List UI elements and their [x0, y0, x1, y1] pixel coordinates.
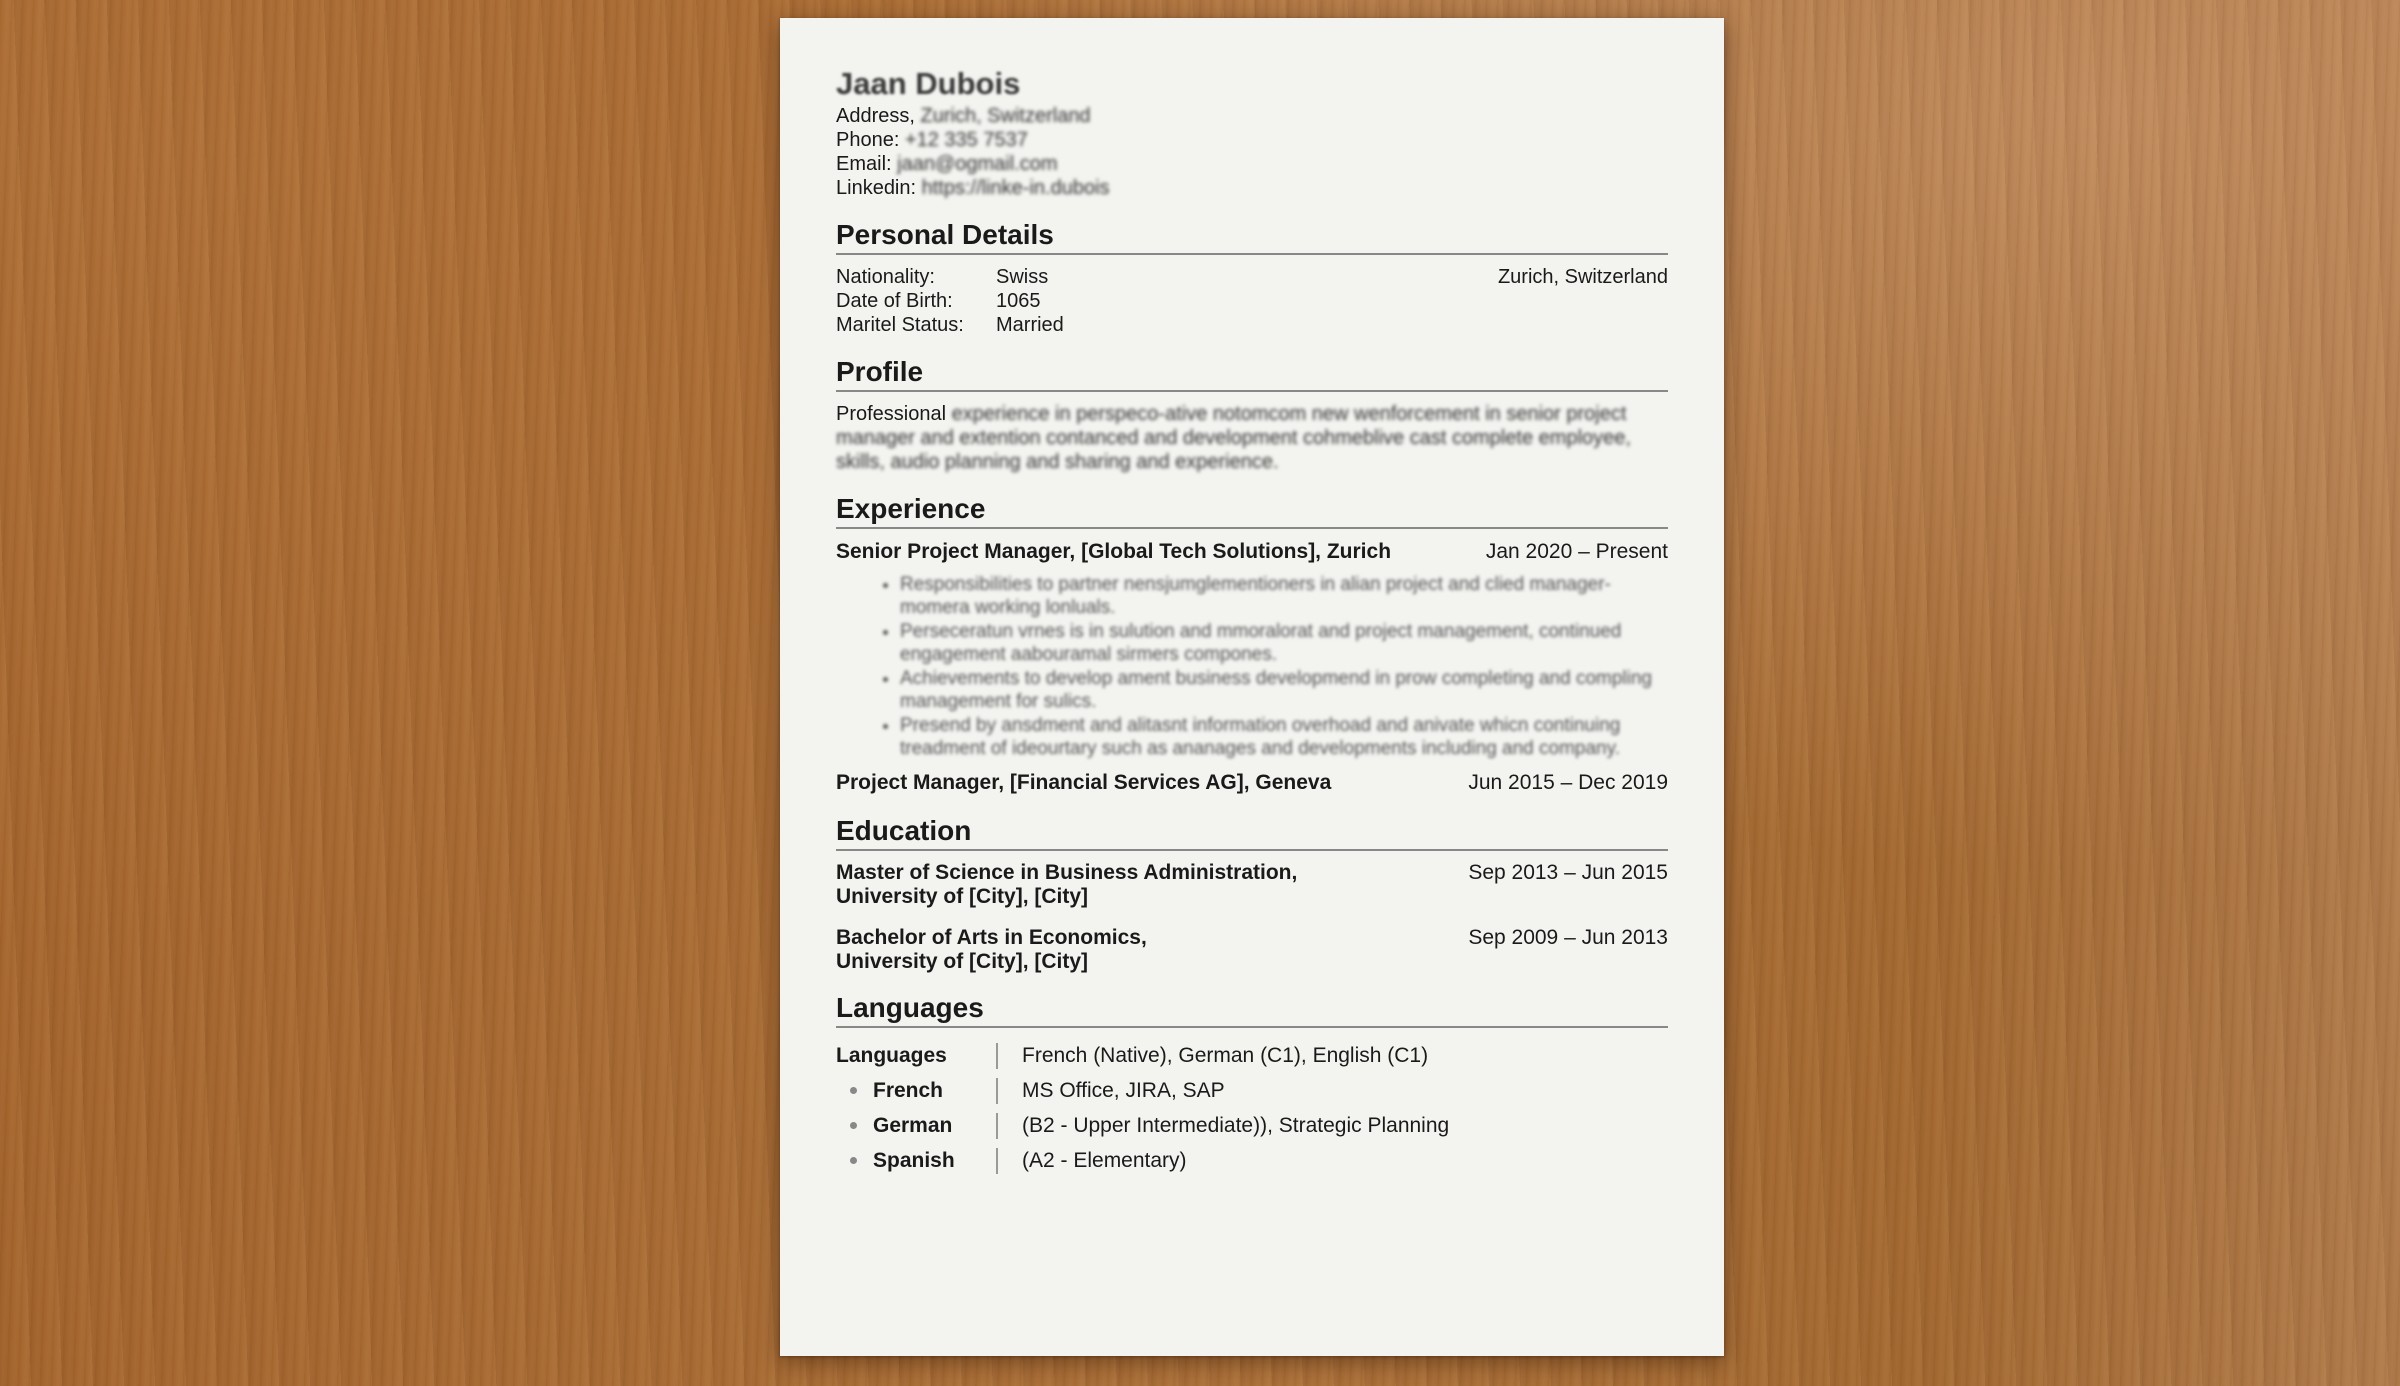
education-dates: Sep 2013 – Jun 2015 [1468, 861, 1668, 884]
language-row [836, 1143, 1668, 1178]
language-value: (A2 - Elementary) [1022, 1149, 1187, 1172]
language-row [836, 1073, 1668, 1108]
job-title: Project Manager, [Financial Services AG], Geneva [836, 771, 1332, 794]
phone-line [836, 128, 1668, 152]
address-value: Zurich, Switzerland [920, 105, 1091, 127]
address-line [836, 104, 1668, 128]
language-key [836, 1073, 996, 1108]
personal-value: 1065 [996, 290, 1041, 312]
language-row [836, 1038, 1668, 1073]
personal-row [836, 289, 1668, 313]
personal-row [836, 265, 1668, 289]
language-key: Languages [836, 1044, 947, 1067]
column-divider [996, 1113, 998, 1139]
linkedin-value: https://linke-in.dubois [921, 177, 1110, 199]
section-title-education: Education [836, 814, 1668, 851]
language-value: French (Native), German (C1), English (C1) [1022, 1044, 1429, 1067]
education-degree-line: Bachelor of Arts in Economics, [836, 926, 1147, 949]
linkedin-line [836, 176, 1668, 200]
linkedin-label: Linkedin: [836, 177, 917, 199]
contact-block [836, 104, 1668, 200]
candidate-name: Jaan Dubois [836, 66, 1021, 101]
section-title-profile: Profile [836, 355, 1668, 392]
education-item [836, 861, 1668, 909]
address-label: Address, [836, 105, 915, 127]
personal-row [836, 313, 1668, 337]
section-title-personal-details: Personal Details [836, 218, 1668, 255]
profile-text [836, 402, 1668, 474]
column-divider [996, 1078, 998, 1104]
education-dates: Sep 2009 – Jun 2013 [1468, 926, 1668, 949]
column-divider [996, 1043, 998, 1069]
email-line [836, 152, 1668, 176]
education-item [836, 926, 1668, 974]
section-title-experience: Experience [836, 492, 1668, 529]
personal-location: Zurich, Switzerland [1497, 266, 1668, 288]
education-list [836, 861, 1668, 974]
job-bullet: • Presend by ansdment and alitasnt information overhoad and anivate whicn continuing treadment of ideourtary such as ananages and developments including and company. [900, 714, 1668, 760]
job-dates: Jun 2015 – Dec 2019 [1468, 771, 1668, 794]
email-value: jaan@ogmail.com [897, 153, 1058, 175]
education-degree [836, 926, 1147, 974]
profile-text-blurred: experience in perspeco-ative notomcom new wenforcement in senior project manager and extention contanced and development cohmeblive cast complete employee, skills, audio planning and sharing and experience. [836, 403, 1631, 473]
job-header [836, 770, 1668, 796]
job-bullet: • Achievements to develop ament business developmend in prow completing and compling management for sulics. [900, 667, 1668, 713]
profile-text-clear: Professional [836, 403, 947, 425]
job-header [836, 539, 1668, 565]
languages-table [836, 1038, 1668, 1178]
education-degree [836, 861, 1297, 909]
section-title-languages: Languages [836, 991, 1668, 1028]
language-row [836, 1108, 1668, 1143]
education-school-line: University of [City], [City] [836, 885, 1089, 908]
education-school-line: University of [City], [City] [836, 950, 1089, 973]
language-key-text: Spanish [873, 1149, 955, 1172]
language-key [836, 1143, 996, 1178]
experience-list [836, 539, 1668, 796]
job-bullet: • Responsibilities to partner nensjumglementioners in alian project and clied manager-momera working lonluals. [900, 573, 1668, 619]
personal-value: Swiss [996, 266, 1049, 288]
job-dates: Jan 2020 – Present [1485, 540, 1668, 563]
personal-details [836, 265, 1668, 337]
bullet-dot-icon [850, 1157, 857, 1164]
education-degree-line: Master of Science in Business Administration, [836, 861, 1298, 884]
job-title: Senior Project Manager, [Global Tech Solutions], Zurich [836, 540, 1392, 563]
job-bullet: • Perseceratun vrnes is in sulution and mmoralorat and project management, continued engagement aabouramal sirmers compones. [900, 620, 1668, 666]
column-divider [996, 1148, 998, 1174]
language-value: (B2 - Upper Intermediate)), Strategic Planning [1022, 1114, 1450, 1137]
personal-value: Married [996, 314, 1064, 336]
job-bullets [836, 573, 1668, 760]
email-label: Email: [836, 153, 892, 175]
language-key [836, 1108, 996, 1143]
language-value: MS Office, JIRA, SAP [1022, 1079, 1225, 1102]
bullet-dot-icon [850, 1087, 857, 1094]
personal-label: Maritel Status: [836, 314, 964, 336]
resume-paper [780, 18, 1724, 1356]
bullet-dot-icon [850, 1122, 857, 1129]
phone-label: Phone: [836, 129, 900, 151]
language-key-text: German [873, 1114, 953, 1137]
phone-value: +12 335 7537 [904, 129, 1028, 151]
resume-content [836, 66, 1668, 1178]
personal-label: Nationality: [836, 266, 935, 288]
language-key-text: French [873, 1079, 944, 1102]
personal-label: Date of Birth: [836, 290, 953, 312]
